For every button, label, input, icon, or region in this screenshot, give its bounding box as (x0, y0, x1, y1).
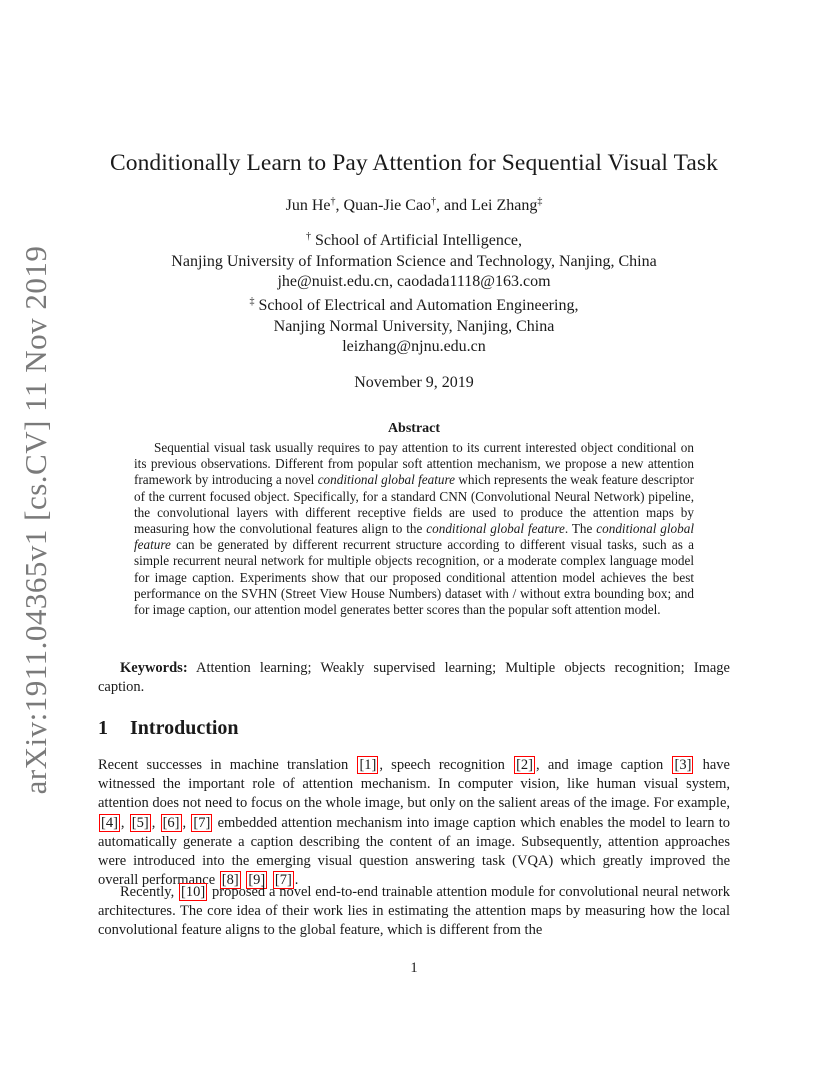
affiliation-mark: ‡ (249, 296, 255, 307)
abstract-text: Sequential visual task usually requires to pay attention to its current interested object conditional on its previous observations. Different from popular soft attention mechanism, we propose a new attention framework by introducing a novel conditional global feature which represents the weak feature descriptor of the current focused object. Specifically, for a standard CNN (Convolutional Neural Network) pipeline, the convolutional layers with different receptive fields are used to produce the attention maps by measuring how the convolutional features align to the conditional global feature. The conditional global feature can be generated by different recurrent structure according to different visual tasks, such as a simple recurrent neural network for multiple objects recognition, or a moderate complex language model for image caption. Experiments show that our proposed conditional attention model achieves the best performance on the SVHN (Street View House Numbers) dataset with / without extra bounding box; and for image caption, our attention model generates better scores than the popular soft attention model. (134, 440, 695, 618)
citation-link[interactable]: [7] (274, 872, 292, 889)
page-number: 1 (410, 960, 418, 976)
affiliation-email: jhe@nuist.edu.cn, caodada1118@163.com (277, 273, 551, 290)
citation-link[interactable]: [2] (516, 757, 533, 773)
arxiv-identifier: arXiv:1911.04365v1 [cs.CV] 11 Nov 2019 (18, 245, 53, 795)
citation-link[interactable]: [9] (248, 872, 266, 889)
affiliation-block (0, 296, 828, 358)
affiliation-mark: † (305, 231, 311, 242)
keywords (98, 659, 730, 697)
affiliation-mark: ‡ (537, 196, 543, 207)
affiliation-mark: † (431, 196, 437, 207)
author-list: Jun He†, Quan-Jie Cao†, and Lei Zhang‡ (285, 196, 543, 214)
emphasis: conditional global feature (317, 472, 456, 488)
affiliation-school: School of Electrical and Automation Engineering, (254, 297, 579, 314)
citation-link[interactable]: [8] (221, 872, 239, 889)
citation-link[interactable]: [7] (193, 814, 211, 831)
affiliation-email: leizhang@njnu.edu.cn (342, 338, 486, 355)
citation-link[interactable]: [1] (359, 757, 377, 773)
citation-link[interactable]: [6] (162, 814, 180, 831)
section-number: 1 (98, 717, 108, 739)
paper-title: Conditionally Learn to Pay Attention for Sequential Visual Task (109, 150, 719, 176)
citation-link[interactable]: [10] (181, 884, 206, 900)
author-name: Jun He (285, 197, 331, 214)
affiliation-university: Nanjing University of Information Science and Technology, Nanjing, China (171, 252, 657, 270)
keywords-text: Attention learning; Weakly supervised learning; Multiple objects recognition; Image caption. (98, 660, 730, 695)
citation-link[interactable]: [3] (674, 757, 692, 773)
affiliation-mark: † (330, 196, 336, 207)
author-name: Lei Zhang (471, 197, 538, 214)
citation-link[interactable]: [4] (101, 814, 118, 831)
author-name: Quan-Jie Cao (343, 197, 432, 214)
citation-link[interactable]: [5] (131, 814, 149, 831)
section-heading (98, 717, 239, 740)
intro-paragraph: Recently, [10] proposed a novel end-to-end trainable attention module for convolutional neural network architectures. The core idea of their work lies in estimating the attention maps by measuring how the local convolutional feature aligns to the global feature, which is different from the (98, 884, 730, 939)
affiliation-university: Nanjing Normal University, Nanjing, China (273, 317, 555, 335)
affiliation-block (0, 231, 828, 293)
section-title: Introduction (130, 717, 239, 739)
paper-date: November 9, 2019 (354, 374, 474, 391)
affiliation-school: School of Artificial Intelligence, (310, 232, 523, 249)
keywords-label: Keywords: (120, 660, 188, 676)
intro-paragraph: Recent successes in machine translation [1] , speech recognition [2] , and image caption [3] have witnessed the important role of attention mechanism. In computer vision, like human visual system, attention does not need to focus on the whole image, but only on the salient areas of the image. For example, [4] , [5] , [6] , [7] embedded attention mechanism into image caption which enables the model to learn to automatically generate a caption describing the content of an image. Subsequently, attention approaches were introduced into the emerging visual question answering task (VQA) which greatly improved the overall performance [8] [9] [7] . (98, 757, 730, 889)
abstract-heading: Abstract (387, 421, 441, 436)
emphasis: conditional global feature (134, 521, 694, 553)
emphasis: conditional global feature (426, 521, 565, 537)
